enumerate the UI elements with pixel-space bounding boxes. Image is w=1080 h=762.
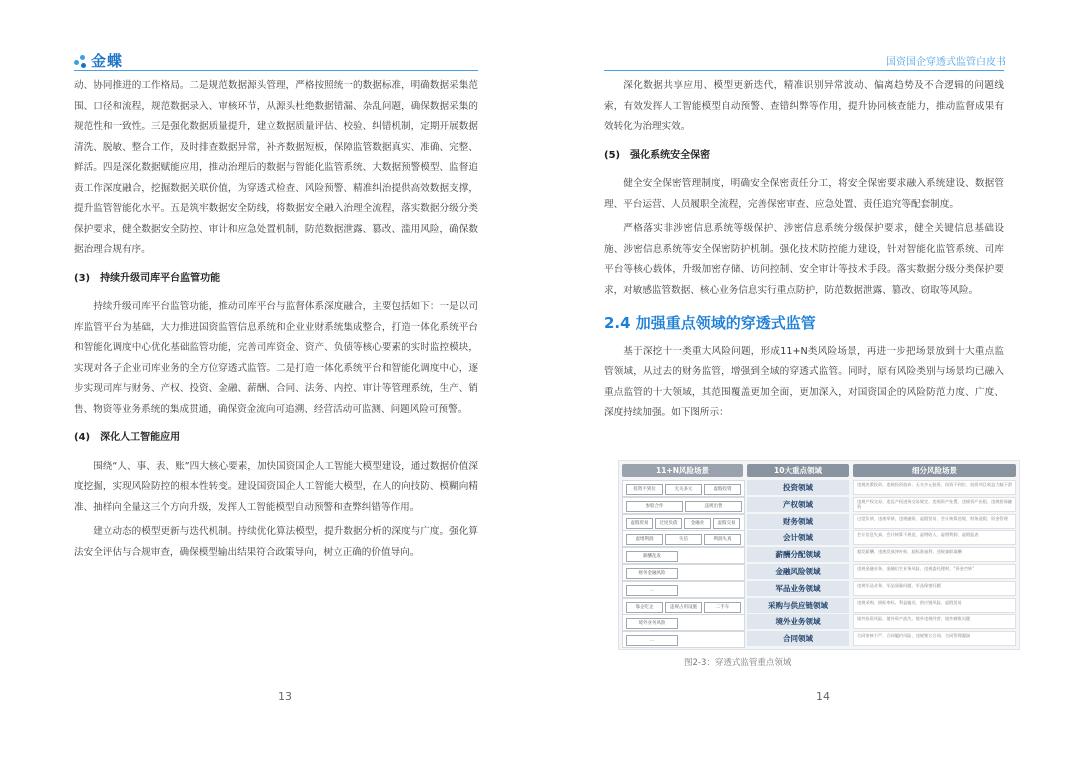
scenario-cell <box>622 564 745 581</box>
scenario-box: 虚假交易 <box>713 518 740 529</box>
detail-cell: 违规采购、围标串标、利益输送、供应链风险、虚假贸易 <box>853 598 1016 613</box>
page-number: 14 <box>816 690 830 703</box>
paragraph: 健全安全保密管理制度，明确安全保密责任分工，将安全保密要求融入系统建设、数据管理、平台运营、人员履职全流程，完善保密审查、应急处置、责任追究等配套制度。 <box>604 178 1004 210</box>
domain-label: 采购与供应链领域 <box>747 598 849 613</box>
figure-col-header: 10大重点领域 <box>747 464 849 477</box>
domain-label: 军品业务领域 <box>747 581 849 596</box>
scenario-cell <box>622 480 745 497</box>
scenario-cell <box>622 547 745 564</box>
paragraph: 基于深挖十一类重大风险问题，形成11+N类风险场景，再进一步把场景放到十大重点监管领域，从过去的财务监管，增强到全域的穿透式监管。同时，原有风险类别与场景均已融入重点监管的十大领域，其范围覆盖更加全面，更加深入，对国资国企的风险防范力度、广度、深度持续加强。如下图所示： <box>604 345 1004 418</box>
header-rule <box>604 70 1004 71</box>
scenario-box: 二手车 <box>704 602 741 613</box>
section-heading: (5) 强化系统安全保密 <box>604 149 711 161</box>
scenario-box: 利润失真 <box>704 534 741 545</box>
scenario-cell <box>622 581 745 598</box>
scenario-box: 虚假贸易 <box>626 518 653 529</box>
scenario-cell <box>622 514 745 531</box>
domain-label: 境外业务领域 <box>747 614 849 629</box>
scenario-box: 金融业 <box>684 518 711 529</box>
detail-cell: 超发薪酬、违规发放津补贴、超标准福利、违规兼职取酬 <box>853 547 1016 562</box>
scenario-cell <box>622 598 745 615</box>
domain-label: 财务领域 <box>747 514 849 529</box>
paragraph: 持续升级司库平台监管功能，推动司库平台与监督体系深度融合，主要包括如下：一是以司库监管平台为基础，大力推进国资监管信息系统和企业业财系统集成整合，打造一体化系统平台和智能化调度中心优化基础监管功能，完善司库资金、资产、负债等核心要素的实时监控模块，实现对各子企业司库业务的全方位穿透式监管。二是打造一体化系统平台和智能化调度中心，逐步实现司库与财务、产权、投资、金融、薪酬、合同、法务、内控、审计等管理系统，生产、销售、物资等业务系统的集成贯通，确保资金流向可追溯、经营活动可监测、问题风险可预警。 <box>74 301 478 415</box>
scenario-box: 财务金融风险 <box>626 568 678 579</box>
scenario-box: 失信 <box>665 534 702 545</box>
detail-cell: 境外投资风险、境外资产流失、境外违规经营、境外腐败问题 <box>853 614 1016 629</box>
right-body <box>604 76 1004 428</box>
domain-label: 会计领域 <box>747 530 849 545</box>
scenario-box: 无关多元 <box>665 484 702 495</box>
scenario-cell <box>622 530 745 547</box>
scenario-box: 靠企吃企 <box>626 602 663 613</box>
logo-icon <box>74 55 88 69</box>
detail-cell: 会计信息失真、会计核算不规范、虚增收入、虚增利润、虚假报表 <box>853 530 1016 545</box>
scenario-box: 参股合作 <box>626 501 683 512</box>
paragraph: 围绕“人、事、表、账”四大核心要素，加快国资国企人工智能大模型建设，通过数据价值深度挖掘，实现风险防控的根本性转变。建设国资国企人工智能大模型，在人的向技防、模糊向精准、抽样向全量这三个方向升级，发挥人工智能模型自动预警和查弊纠错等作用。 <box>74 460 478 513</box>
scenario-box: 投资不到位 <box>626 484 663 495</box>
scenario-box: 违规占用设施 <box>665 602 702 613</box>
figure-caption: 图2-3：穿透式监管重点领域 <box>684 658 792 668</box>
scenario-cell <box>622 614 745 631</box>
scenario-box: 薪酬乱发 <box>626 551 678 562</box>
domain-label: 薪酬分配领域 <box>747 547 849 562</box>
figure-col-header: 11+N风险场景 <box>622 464 743 477</box>
paragraph: 深化数据共享应用、模型更新迭代，精准识别异常波动、偏离趋势及不合逻辑的问题线索，有效发挥人工智能模型自动预警、查错纠弊等作用，提升协同核查能力，推动监督成果有效转化为治理实效。 <box>604 80 1004 132</box>
paragraph: 动、协同推进的工作格局。二是规范数据源头管理，严格按照统一的数据标准，明确数据采集范围、口径和流程，规范数据录入、审核环节，从源头杜绝数据错漏、杂乱问题，确保数据采集的规范性和一致性。三是强化数据质量提升，建立数据质量评估、校验、纠错机制，定期开展数据清洗、脱敏、整合工作，及时排查数据异常，补齐数据短板，保障监管数据真实、准确、完整、鲜活。四是深化数据赋能应用，推动治理后的数据与智能化监管系统、大数据预警模型、监督追责工作深度融合，挖掘数据关联价值，为穿透式检查、风险预警、精准纠治提供高效数据支撑，提升监管智能化水平。五是筑牢数据安全防线，将数据安全融入治理全流程，落实数据分级分类保护要求，健全数据安全防控、审计和应急处置机制，防范数据泄露、篡改、滥用风险，确保数据治理合规有序。 <box>74 80 478 255</box>
section-heading: (3) 持续升级司库平台监管功能 <box>74 272 221 284</box>
scenario-box: … <box>626 585 678 596</box>
header-rule <box>74 70 478 71</box>
detail-cell: 合同审核不严、合同履约风险、违规签订合同、合同管理漏洞 <box>853 631 1016 646</box>
scenario-cell <box>622 497 745 514</box>
detail-cell: 违规决策投资、违规投资放弃、无关多元投资、投资不到位、投资项目收益大幅下滑 <box>853 480 1016 495</box>
header-title: 国资国企穿透式监管白皮书 <box>886 57 1006 68</box>
left-body <box>74 76 478 567</box>
detail-cell: 违规军品业务、军品质量问题、军品保密问题 <box>853 581 1016 596</box>
scenario-box: 违规出售 <box>685 501 742 512</box>
brand-logo: 金蝶 <box>74 50 123 71</box>
detail-cell: 违规产权交易、违反产权进场交易规定、违规资产处置、违规资产出租、违规担保融资 <box>853 497 1016 512</box>
domain-label: 产权领域 <box>747 497 849 512</box>
paragraph: 建立动态的模型更新与迭代机制。持续优化算法模型，提升数据分析的深度与广度。强化算法安全评估与合规审查，确保模型输出结果符合政策导向，树立正确的价值导向。 <box>74 526 478 558</box>
figure-col-header: 细分风险场景 <box>853 464 1016 477</box>
supervision-figure <box>618 460 1020 650</box>
domain-label: 合同领域 <box>747 631 849 646</box>
section-heading: (4) 深化人工智能应用 <box>74 432 181 443</box>
paragraph: 严格落实非涉密信息系统等级保护、涉密信息系统分级保护要求，健全关键信息基础设施、涉密信息系统等安全保密防护机制。强化技术防控能力建设，针对智能化监管系统、司库平台等核心载体，升级加密存储、访问控制、安全审计等技术手段。落实数据分级分类保护要求，对敏感监管数据、核心业务信息实行重点防护，防范数据泄露、篡改、窃取等风险。 <box>604 223 1004 296</box>
detail-cell: 违规金融业务、金融衍生业务风险、违规委托理财、“资金空转” <box>853 564 1016 579</box>
scenario-cell <box>622 631 745 648</box>
domain-label: 投资领域 <box>747 480 849 495</box>
page-number: 13 <box>278 690 292 703</box>
scenario-box: 虚增利润 <box>626 534 663 545</box>
chapter-heading: 2.4 加强重点领域的穿透式监管 <box>604 314 816 332</box>
scenario-box: 境外业务风险 <box>626 618 678 629</box>
detail-cell: 过度负债、违规举债、违规融资、虚假贸易、会计核算违规、财务造假、资金管理 <box>853 514 1016 529</box>
right-page <box>540 0 1080 762</box>
domain-label: 金融风险领域 <box>747 564 849 579</box>
scenario-box: 虚假投资 <box>704 484 741 495</box>
scenario-box: 过度负债 <box>655 518 682 529</box>
scenario-box: … <box>626 635 678 646</box>
